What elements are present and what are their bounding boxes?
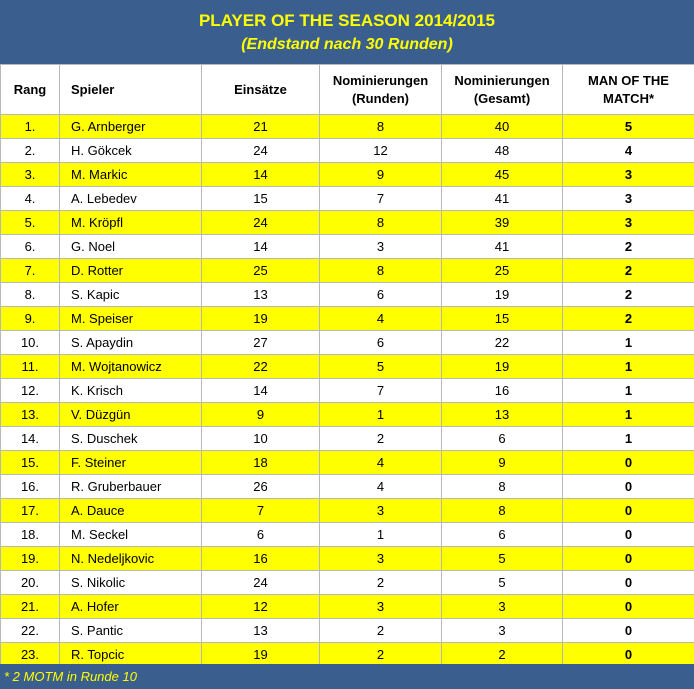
cell-nominierungen-gesamt: 45 — [442, 163, 563, 187]
cell-einsaetze: 24 — [202, 139, 320, 163]
cell-einsaetze: 13 — [202, 619, 320, 643]
header-spieler: Spieler — [60, 65, 202, 115]
table-row — [1, 355, 694, 379]
cell-spieler: A. Hofer — [60, 595, 202, 619]
cell-rang: 6. — [1, 235, 60, 259]
cell-spieler: G. Arnberger — [60, 115, 202, 139]
cell-rang: 11. — [1, 355, 60, 379]
cell-nominierungen-runden: 2 — [320, 619, 442, 643]
cell-man-of-the-match: 4 — [563, 139, 694, 163]
header-man-of-the-match: MAN OF THE MATCH* — [563, 65, 694, 115]
cell-rang: 13. — [1, 403, 60, 427]
cell-nominierungen-runden: 12 — [320, 139, 442, 163]
cell-einsaetze: 24 — [202, 211, 320, 235]
cell-man-of-the-match: 1 — [563, 403, 694, 427]
cell-nominierungen-runden: 3 — [320, 499, 442, 523]
table-row — [1, 283, 694, 307]
title-band — [0, 0, 694, 65]
cell-spieler: V. Düzgün — [60, 403, 202, 427]
cell-spieler: S. Pantic — [60, 619, 202, 643]
cell-man-of-the-match: 1 — [563, 379, 694, 403]
cell-nominierungen-runden: 1 — [320, 523, 442, 547]
cell-nominierungen-gesamt: 19 — [442, 283, 563, 307]
cell-einsaetze: 14 — [202, 379, 320, 403]
cell-man-of-the-match: 0 — [563, 547, 694, 571]
table-row — [1, 235, 694, 259]
cell-nominierungen-runden: 3 — [320, 235, 442, 259]
cell-rang: 16. — [1, 475, 60, 499]
cell-man-of-the-match: 0 — [563, 523, 694, 547]
cell-rang: 3. — [1, 163, 60, 187]
table-row — [1, 547, 694, 571]
table-row — [1, 595, 694, 619]
cell-nominierungen-gesamt: 25 — [442, 259, 563, 283]
cell-nominierungen-runden: 4 — [320, 451, 442, 475]
cell-man-of-the-match: 0 — [563, 619, 694, 643]
cell-einsaetze: 16 — [202, 547, 320, 571]
cell-nominierungen-gesamt: 41 — [442, 235, 563, 259]
table-row — [1, 619, 694, 643]
cell-nominierungen-gesamt: 6 — [442, 523, 563, 547]
cell-man-of-the-match: 2 — [563, 259, 694, 283]
cell-rang: 9. — [1, 307, 60, 331]
cell-einsaetze: 10 — [202, 427, 320, 451]
cell-einsaetze: 13 — [202, 283, 320, 307]
table-row — [1, 331, 694, 355]
cell-rang: 17. — [1, 499, 60, 523]
cell-spieler: R. Gruberbauer — [60, 475, 202, 499]
cell-nominierungen-gesamt: 6 — [442, 427, 563, 451]
cell-man-of-the-match: 2 — [563, 307, 694, 331]
cell-nominierungen-runden: 1 — [320, 403, 442, 427]
cell-rang: 20. — [1, 571, 60, 595]
cell-nominierungen-runden: 2 — [320, 571, 442, 595]
cell-einsaetze: 14 — [202, 235, 320, 259]
cell-rang: 22. — [1, 619, 60, 643]
cell-spieler: H. Gökcek — [60, 139, 202, 163]
cell-rang: 19. — [1, 547, 60, 571]
cell-man-of-the-match: 3 — [563, 187, 694, 211]
cell-spieler: S. Kapic — [60, 283, 202, 307]
cell-einsaetze: 26 — [202, 475, 320, 499]
cell-nominierungen-runden: 3 — [320, 595, 442, 619]
header-nominierungen-runden: Nominierungen (Runden) — [320, 65, 442, 115]
cell-einsaetze: 24 — [202, 571, 320, 595]
cell-nominierungen-runden: 8 — [320, 115, 442, 139]
cell-nominierungen-runden: 7 — [320, 187, 442, 211]
cell-rang: 18. — [1, 523, 60, 547]
cell-einsaetze: 6 — [202, 523, 320, 547]
cell-spieler: S. Nikolic — [60, 571, 202, 595]
cell-man-of-the-match: 1 — [563, 427, 694, 451]
table-row — [1, 307, 694, 331]
header-rang: Rang — [1, 65, 60, 115]
cell-spieler: M. Wojtanowicz — [60, 355, 202, 379]
cell-man-of-the-match: 2 — [563, 283, 694, 307]
table-row — [1, 523, 694, 547]
cell-rang: 21. — [1, 595, 60, 619]
cell-nominierungen-runden: 4 — [320, 307, 442, 331]
cell-nominierungen-gesamt: 39 — [442, 211, 563, 235]
cell-rang: 5. — [1, 211, 60, 235]
cell-rang: 8. — [1, 283, 60, 307]
cell-spieler: A. Lebedev — [60, 187, 202, 211]
cell-nominierungen-gesamt: 13 — [442, 403, 563, 427]
cell-nominierungen-runden: 6 — [320, 331, 442, 355]
cell-spieler: M. Seckel — [60, 523, 202, 547]
cell-nominierungen-runden: 6 — [320, 283, 442, 307]
standings-table — [0, 64, 694, 667]
cell-nominierungen-gesamt: 40 — [442, 115, 563, 139]
cell-spieler: D. Rotter — [60, 259, 202, 283]
cell-einsaetze: 27 — [202, 331, 320, 355]
cell-einsaetze: 18 — [202, 451, 320, 475]
cell-einsaetze: 19 — [202, 307, 320, 331]
cell-rang: 7. — [1, 259, 60, 283]
cell-nominierungen-gesamt: 3 — [442, 619, 563, 643]
cell-nominierungen-runden: 7 — [320, 379, 442, 403]
cell-nominierungen-gesamt: 5 — [442, 547, 563, 571]
cell-rang: 10. — [1, 331, 60, 355]
table-row — [1, 451, 694, 475]
cell-nominierungen-gesamt: 16 — [442, 379, 563, 403]
cell-nominierungen-runden: 8 — [320, 211, 442, 235]
cell-einsaetze: 14 — [202, 163, 320, 187]
cell-einsaetze: 21 — [202, 115, 320, 139]
cell-spieler: N. Nedeljkovic — [60, 547, 202, 571]
table-row — [1, 139, 694, 163]
cell-man-of-the-match: 0 — [563, 499, 694, 523]
table-row — [1, 259, 694, 283]
cell-man-of-the-match: 1 — [563, 331, 694, 355]
page-title: PLAYER OF THE SEASON 2014/2015 — [198, 11, 496, 30]
cell-nominierungen-gesamt: 9 — [442, 451, 563, 475]
cell-rang: 15. — [1, 451, 60, 475]
cell-rang: 1. — [1, 115, 60, 139]
table-row — [1, 403, 694, 427]
cell-spieler: G. Noel — [60, 235, 202, 259]
cell-spieler: F. Steiner — [60, 451, 202, 475]
table-row — [1, 187, 694, 211]
table-row — [1, 163, 694, 187]
cell-nominierungen-gesamt: 5 — [442, 571, 563, 595]
table-row — [1, 475, 694, 499]
cell-nominierungen-gesamt: 48 — [442, 139, 563, 163]
table-row — [1, 643, 694, 667]
cell-man-of-the-match: 0 — [563, 475, 694, 499]
cell-nominierungen-gesamt: 3 — [442, 595, 563, 619]
cell-nominierungen-runden: 5 — [320, 355, 442, 379]
cell-einsaetze: 22 — [202, 355, 320, 379]
cell-spieler: A. Dauce — [60, 499, 202, 523]
table-row — [1, 571, 694, 595]
cell-nominierungen-runden: 2 — [320, 427, 442, 451]
cell-nominierungen-runden: 8 — [320, 259, 442, 283]
table-row — [1, 211, 694, 235]
cell-rang: 14. — [1, 427, 60, 451]
cell-spieler: M. Kröpfl — [60, 211, 202, 235]
cell-nominierungen-gesamt: 8 — [442, 499, 563, 523]
cell-nominierungen-gesamt: 15 — [442, 307, 563, 331]
cell-einsaetze: 9 — [202, 403, 320, 427]
header-einsaetze: Einsätze — [202, 65, 320, 115]
cell-nominierungen-gesamt: 19 — [442, 355, 563, 379]
cell-nominierungen-runden: 4 — [320, 475, 442, 499]
cell-nominierungen-runden: 3 — [320, 547, 442, 571]
footnote: * 2 MOTM in Runde 10 — [0, 664, 694, 689]
table-row — [1, 427, 694, 451]
cell-rang: 2. — [1, 139, 60, 163]
cell-einsaetze: 19 — [202, 643, 320, 667]
cell-rang: 12. — [1, 379, 60, 403]
cell-nominierungen-runden: 9 — [320, 163, 442, 187]
cell-spieler: M. Markic — [60, 163, 202, 187]
cell-man-of-the-match: 2 — [563, 235, 694, 259]
cell-spieler: K. Krisch — [60, 379, 202, 403]
cell-einsaetze: 25 — [202, 259, 320, 283]
cell-man-of-the-match: 3 — [563, 163, 694, 187]
cell-spieler: M. Speiser — [60, 307, 202, 331]
table-row — [1, 115, 694, 139]
cell-nominierungen-gesamt: 41 — [442, 187, 563, 211]
table-body — [1, 115, 694, 667]
cell-einsaetze: 12 — [202, 595, 320, 619]
table-row — [1, 379, 694, 403]
header-nominierungen-gesamt: Nominierungen (Gesamt) — [442, 65, 563, 115]
cell-einsaetze: 7 — [202, 499, 320, 523]
cell-nominierungen-gesamt: 22 — [442, 331, 563, 355]
cell-nominierungen-runden: 2 — [320, 643, 442, 667]
cell-man-of-the-match: 3 — [563, 211, 694, 235]
cell-spieler: R. Topcic — [60, 643, 202, 667]
cell-rang: 4. — [1, 187, 60, 211]
cell-spieler: S. Apaydin — [60, 331, 202, 355]
page-subtitle: (Endstand nach 30 Runden) — [241, 36, 453, 53]
cell-man-of-the-match: 0 — [563, 451, 694, 475]
cell-man-of-the-match: 0 — [563, 595, 694, 619]
cell-einsaetze: 15 — [202, 187, 320, 211]
cell-man-of-the-match: 0 — [563, 571, 694, 595]
cell-rang: 23. — [1, 643, 60, 667]
cell-nominierungen-gesamt: 8 — [442, 475, 563, 499]
table-row — [1, 499, 694, 523]
cell-nominierungen-gesamt: 2 — [442, 643, 563, 667]
cell-man-of-the-match: 5 — [563, 115, 694, 139]
cell-spieler: S. Duschek — [60, 427, 202, 451]
header-row — [1, 65, 694, 115]
cell-man-of-the-match: 0 — [563, 643, 694, 667]
cell-man-of-the-match: 1 — [563, 355, 694, 379]
